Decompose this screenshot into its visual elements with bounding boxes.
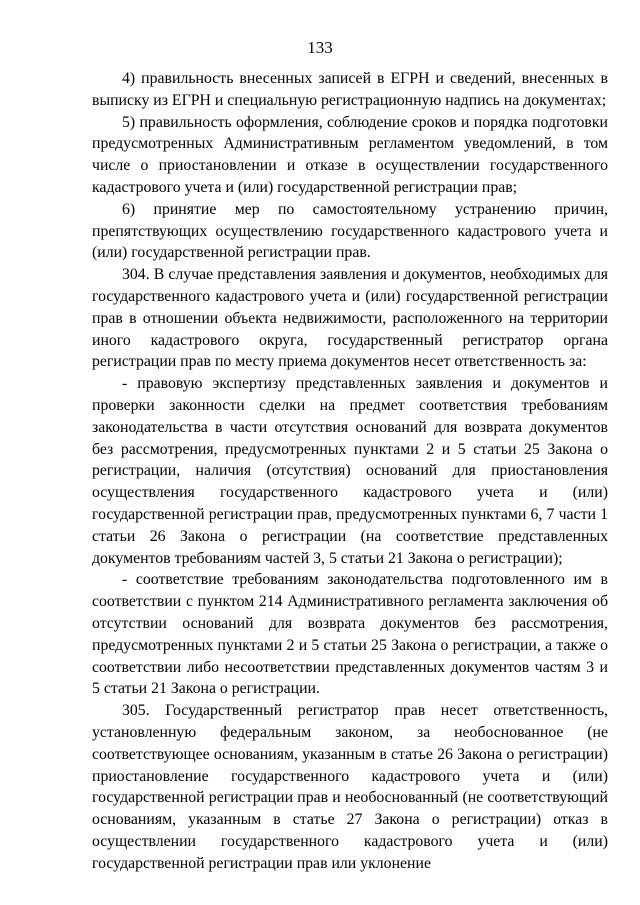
document-body bbox=[92, 68, 608, 874]
paragraph-304-bullet-1: - правовую экспертизу представленных заявления и документов и проверки законности сделки на предмет соответствия требованиям законодательства в части отсутствия оснований для возврата документов без рассмотрения, предусмотренных пунктами 2 и 5 статьи 25 Закона о регистрации, наличия (отсутствия) оснований для приостановления осуществления государственного кадастрового учета и (или) государственной регистрации прав, предусмотренных пунктами 6, 7 части 1 статьи 26 Закона о регистрации (на соответствие представленных документов требованиям частей 3, 5 статьи 21 Закона о регистрации); bbox=[92, 375, 608, 567]
paragraph-304: 304. В случае представления заявления и документов, необходимых для государственного кадастрового учета и (или) государственной регистрации прав в отношении объекта недвижимости, расположенного на территории иного кадастрового округа, государственный регистратор органа регистрации прав по месту приема документов несет ответственность за: bbox=[92, 266, 608, 371]
paragraph-item-5: 5) правильность оформления, соблюдение сроков и порядка подготовки предусмотренных Административным регламентом уведомлений, в том числе о приостановлении и отказе в осуществлении государственного кадастрового учета и (или) государственной регистрации прав; bbox=[92, 113, 608, 196]
paragraph-305: 305. Государственный регистратор прав несет ответственность, установленную федеральным законом, за необоснованное (не соответствующее основаниям, указанным в статье 26 Закона о регистрации) приостановление государственного кадастрового учета и (или) государственной регистрации прав и необоснованный (не соответствующий основаниям, указанным в статье 27 Закона о регистрации) отказ в осуществлении государственного кадастрового учета и (или) государственной регистрации прав или уклонение bbox=[92, 702, 608, 872]
paragraph-item-4: 4) правильность внесенных записей в ЕГРН и сведений, внесенных в выписку из ЕГРН и специальную регистрационную надпись на документах; bbox=[92, 70, 608, 109]
page-number: 133 bbox=[307, 38, 333, 57]
paragraph-304-bullet-2: - соответствие требованиям законодательства подготовленного им в соответствии с пунктом 214 Административного регламента заключения об отсутствии оснований для возврата документов без рассмотрения, предусмотренных пунктами 2 и 5 статьи 25 Закона о регистрации, а также о соответствии либо несоответствии представленных документов частям 3 и 5 статьи 21 Закона о регистрации. bbox=[92, 571, 608, 698]
paragraph-item-6: 6) принятие мер по самостоятельному устранению причин, препятствующих осуществлению государственного кадастрового учета и (или) государственной регистрации прав. bbox=[92, 200, 608, 262]
